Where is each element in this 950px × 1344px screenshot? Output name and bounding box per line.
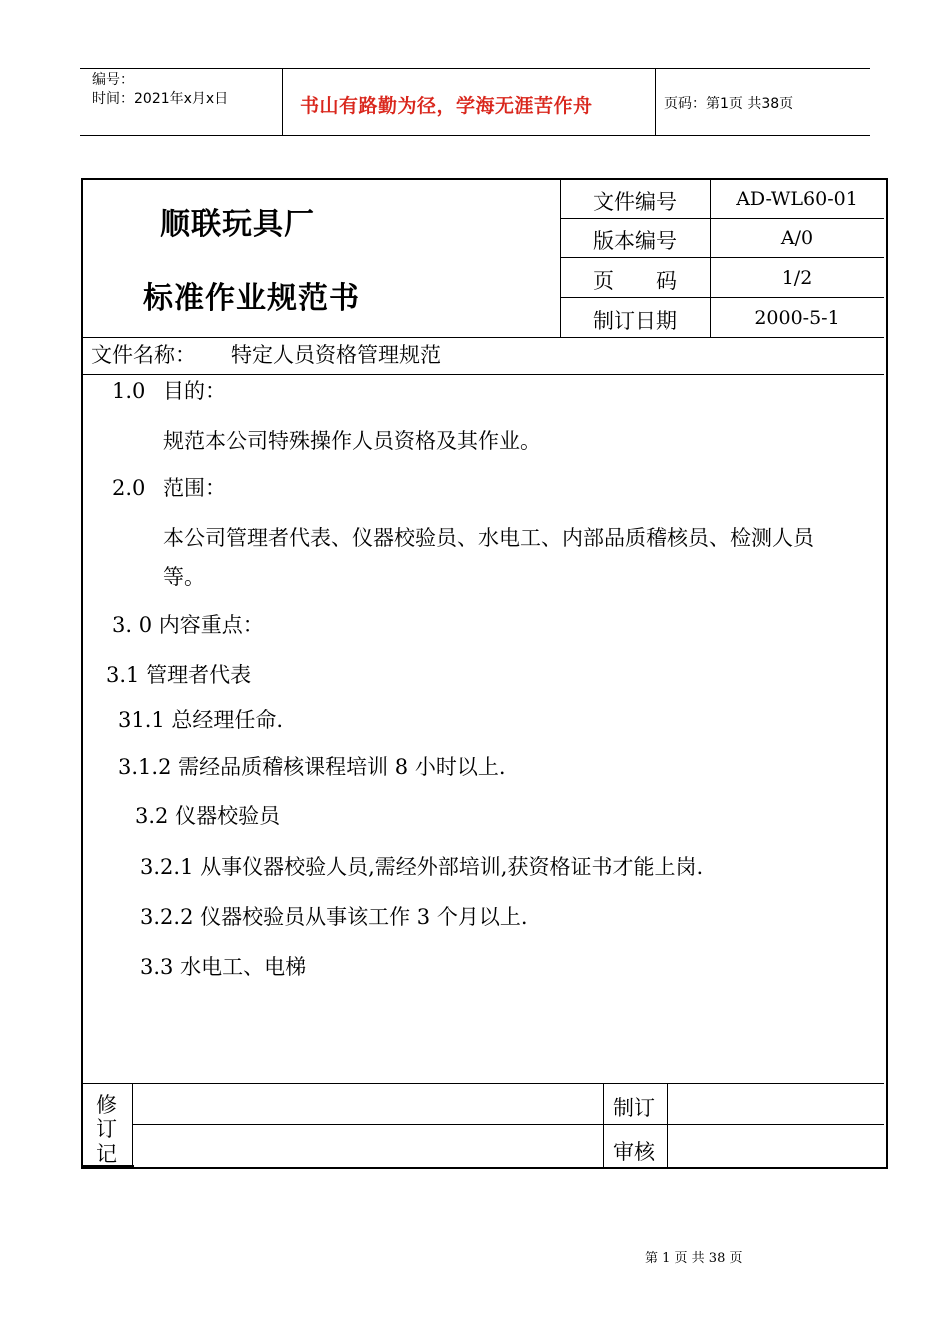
section-2-number: 2.0	[112, 476, 146, 500]
document-type-title: 标准作业规范书	[143, 281, 360, 316]
file-name-top-rule	[81, 337, 884, 338]
meta-value-page: 1/2	[781, 267, 813, 289]
revision-review-label: 审核	[613, 1140, 655, 1164]
section-2-body-line-2: 等。	[163, 565, 205, 589]
section-3-2-heading: 3.2 仪器校验员	[135, 804, 281, 828]
meta-label-date: 制订日期	[593, 309, 677, 333]
meta-value-date: 2000-5-1	[754, 307, 840, 329]
section-3-2-2: 3.2.2 仪器校验员从事该工作 3 个月以上.	[140, 905, 528, 929]
section-2-heading: 范围：	[163, 476, 226, 500]
section-1-heading: 目的：	[163, 379, 226, 403]
header-divider-1	[282, 68, 283, 135]
page-footer: 第 1 页 共 38 页	[645, 1251, 743, 1266]
revision-label-border	[132, 1083, 133, 1167]
section-3-3-heading: 3.3 水电工、电梯	[140, 955, 307, 979]
revision-sign-right-border	[667, 1083, 668, 1167]
meta-value-file-number: AD-WL60-01	[736, 188, 858, 210]
section-3-1-2: 3.1.2 需经品质稽核课程培训 8 小时以上.	[118, 755, 506, 779]
section-1-number: 1.0	[112, 379, 146, 403]
section-3-2-1: 3.2.1 从事仪器校验人员,需经外部培训,获资格证书才能上岗.	[140, 855, 704, 879]
revision-table-mid-rule	[132, 1124, 884, 1125]
meta-label-file-number: 文件编号	[593, 190, 677, 214]
header-divider-2	[655, 68, 656, 135]
section-2-body-line-1: 本公司管理者代表、仪器校验员、水电工、内部品质稽核员、检测人员	[163, 526, 814, 550]
meta-label-version: 版本编号	[593, 229, 677, 253]
revision-label-char-1: 修	[96, 1093, 117, 1117]
header-bottom-rule	[80, 135, 870, 136]
company-name: 顺联玩具厂	[160, 207, 315, 242]
header-number-label: 编号：	[92, 72, 134, 88]
revision-label-char-3: 记	[96, 1142, 117, 1166]
header-time-label: 时间：2021年x月x日	[92, 91, 229, 107]
section-1-body: 规范本公司特殊操作人员资格及其作业。	[163, 429, 541, 453]
file-name-value: 特定人员资格管理规范	[231, 343, 441, 367]
header-top-rule	[80, 68, 870, 69]
revision-table-top-rule	[81, 1083, 884, 1084]
revision-sign-left-border	[603, 1083, 604, 1167]
meta-value-version: A/0	[780, 227, 814, 249]
meta-row-rule-3	[560, 297, 884, 298]
meta-row-rule-2	[560, 257, 884, 258]
section-3-heading: 3. 0 内容重点：	[112, 613, 264, 637]
meta-row-rule-1	[560, 218, 884, 219]
header-page-info: 页码：第1页 共38页	[664, 96, 794, 112]
file-name-bottom-rule	[81, 374, 884, 375]
revision-label-char-2: 订	[96, 1117, 117, 1141]
section-3-1-1: 31.1 总经理任命.	[118, 708, 284, 732]
section-3-1-heading: 3.1 管理者代表	[106, 663, 252, 687]
file-name-label: 文件名称：	[91, 343, 196, 367]
meta-label-page: 页 码	[593, 269, 677, 293]
revision-made-label: 制订	[613, 1096, 655, 1120]
header-motto: 书山有路勤为径，学海无涯苦作舟	[300, 95, 593, 117]
